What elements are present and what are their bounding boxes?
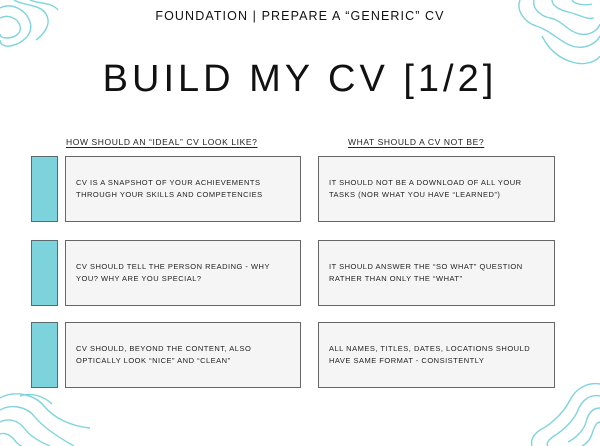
ideal-cv-heading: HOW SHOULD AN “IDEAL” CV LOOK LIKE? xyxy=(66,137,258,147)
ideal-cv-card: CV SHOULD TELL THE PERSON READING - WHY YOU? WHY ARE YOU SPECIAL? xyxy=(65,240,301,306)
accent-bar xyxy=(31,322,58,388)
not-cv-card: IT SHOULD NOT BE A DOWNLOAD OF ALL YOUR TASKS (NOR WHAT YOU HAVE “LEARNED”) xyxy=(318,156,555,222)
not-cv-card: IT SHOULD ANSWER THE “SO WHAT” QUESTION RATHER THAN ONLY THE “WHAT” xyxy=(318,240,555,306)
page-title: BUILD MY CV [1/2] xyxy=(102,58,498,100)
not-cv-heading: WHAT SHOULD A CV NOT BE? xyxy=(348,137,485,147)
accent-bar xyxy=(31,240,58,306)
not-cv-card: ALL NAMES, TITLES, DATES, LOCATIONS SHOULD HAVE SAME FORMAT - CONSISTENTLY xyxy=(318,322,555,388)
ideal-cv-card: CV IS A SNAPSHOT OF YOUR ACHIEVEMENTS THROUGH YOUR SKILLS AND COMPETENCIES xyxy=(65,156,301,222)
corner-decoration-bottom-right xyxy=(528,380,600,446)
ideal-cv-card: CV SHOULD, BEYOND THE CONTENT, ALSO OPTICALLY LOOK “NICE” AND “CLEAN” xyxy=(65,322,301,388)
accent-bar xyxy=(31,156,58,222)
corner-decoration-bottom-left xyxy=(0,386,90,446)
page-subtitle: FOUNDATION | PREPARE A “GENERIC” CV xyxy=(155,9,445,23)
